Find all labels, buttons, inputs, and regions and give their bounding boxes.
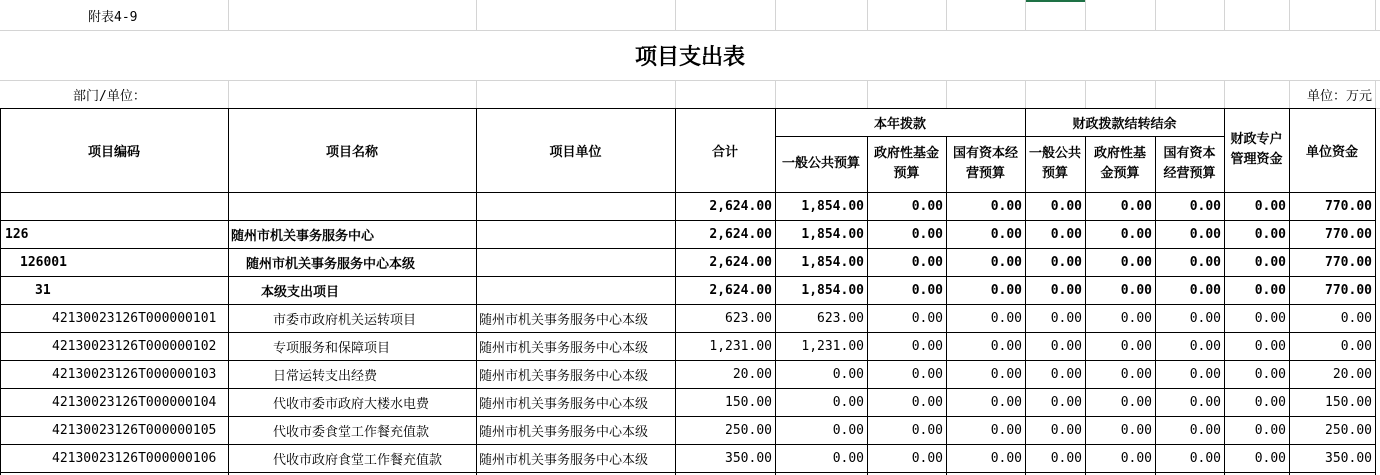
cell-unit-funds[interactable]: 150.00 bbox=[1325, 394, 1372, 410]
cell-project-unit[interactable] bbox=[476, 248, 675, 276]
cell-general-budget[interactable]: 1,854.00 bbox=[801, 282, 864, 298]
cell-project-unit[interactable] bbox=[476, 192, 675, 220]
cell-carry-gov-fund[interactable]: 0.00 bbox=[1120, 422, 1152, 438]
cell-gov-fund-budget[interactable]: 0.00 bbox=[911, 226, 943, 242]
department-label[interactable]: 部门/单位： bbox=[73, 88, 146, 104]
cell-project-code[interactable] bbox=[0, 192, 228, 220]
cell-project-unit[interactable] bbox=[476, 220, 675, 248]
cell-carry-general[interactable]: 0.00 bbox=[1050, 282, 1082, 298]
table-border bbox=[1155, 136, 1156, 475]
table-border bbox=[1289, 108, 1290, 475]
sheet-gridline bbox=[675, 0, 676, 30]
unit-label[interactable]: 单位：万元 bbox=[1306, 88, 1372, 104]
cell-total[interactable]: 350.00 bbox=[725, 450, 772, 466]
cell-gov-fund-budget[interactable]: 0.00 bbox=[911, 366, 943, 382]
sheet-gridline bbox=[867, 0, 868, 30]
cell-special-account[interactable]: 0.00 bbox=[1254, 366, 1286, 382]
sheet-gridline bbox=[1224, 0, 1225, 30]
active-cell-indicator bbox=[1025, 0, 1085, 2]
cell-state-capital-budget[interactable]: 0.00 bbox=[990, 254, 1022, 270]
cell-general-budget[interactable]: 0.00 bbox=[832, 366, 864, 382]
cell-special-account[interactable]: 0.00 bbox=[1254, 310, 1286, 326]
table-border bbox=[675, 108, 676, 475]
sheet-gridline bbox=[775, 0, 776, 30]
cell-state-capital-budget[interactable]: 0.00 bbox=[990, 310, 1022, 326]
header-carryover-group[interactable]: 财政拨款结转结余 bbox=[1072, 116, 1177, 132]
sheet-gridline bbox=[867, 80, 868, 108]
cell-unit-funds[interactable]: 770.00 bbox=[1325, 254, 1372, 270]
cell-total[interactable]: 2,624.00 bbox=[709, 282, 772, 298]
table-border bbox=[0, 304, 1375, 305]
cell-unit-funds[interactable]: 350.00 bbox=[1325, 450, 1372, 466]
sheet-gridline bbox=[1289, 80, 1290, 108]
cell-carry-state-capital[interactable]: 0.00 bbox=[1189, 338, 1221, 354]
cell-project-unit[interactable]: 随州市机关事务服务中心本级 bbox=[479, 340, 649, 356]
table-border bbox=[1224, 108, 1225, 475]
cell-unit-funds[interactable]: 0.00 bbox=[1340, 338, 1372, 354]
cell-project-code[interactable]: 42130023126T000000105 bbox=[52, 422, 217, 438]
cell-special-account[interactable]: 0.00 bbox=[1254, 226, 1286, 242]
cell-carry-general[interactable]: 0.00 bbox=[1050, 394, 1082, 410]
cell-carry-general[interactable]: 0.00 bbox=[1050, 310, 1082, 326]
cell-state-capital-budget[interactable]: 0.00 bbox=[990, 422, 1022, 438]
table-border bbox=[775, 108, 776, 475]
cell-project-code[interactable]: 126 bbox=[5, 226, 29, 242]
table-border bbox=[228, 108, 229, 475]
table-border bbox=[1025, 108, 1026, 475]
cell-state-capital-budget[interactable]: 0.00 bbox=[990, 394, 1022, 410]
cell-state-capital-budget[interactable]: 0.00 bbox=[990, 366, 1022, 382]
cell-total[interactable]: 2,624.00 bbox=[709, 198, 772, 214]
cell-total[interactable]: 250.00 bbox=[725, 422, 772, 438]
sheet-gridline bbox=[228, 0, 229, 30]
cell-gov-fund-budget[interactable]: 0.00 bbox=[911, 254, 943, 270]
cell-carry-state-capital[interactable]: 0.00 bbox=[1189, 254, 1221, 270]
cell-project-code[interactable]: 126001 bbox=[20, 254, 67, 270]
header-gov-fund-budget[interactable]: 政府性基金预算 bbox=[873, 146, 939, 181]
cell-special-account[interactable]: 0.00 bbox=[1254, 198, 1286, 214]
sheet-gridline bbox=[1155, 80, 1156, 108]
cell-general-budget[interactable]: 1,854.00 bbox=[801, 226, 864, 242]
cell-special-account[interactable]: 0.00 bbox=[1254, 254, 1286, 270]
cell-project-unit[interactable]: 随州市机关事务服务中心本级 bbox=[479, 396, 649, 412]
cell-carry-general[interactable]: 0.00 bbox=[1050, 254, 1082, 270]
sheet-gridline bbox=[1375, 0, 1376, 30]
cell-gov-fund-budget[interactable]: 0.00 bbox=[911, 338, 943, 354]
cell-total[interactable]: 2,624.00 bbox=[709, 254, 772, 270]
table-border bbox=[946, 136, 947, 475]
cell-carry-general[interactable]: 0.00 bbox=[1050, 198, 1082, 214]
cell-project-unit[interactable]: 随州市机关事务服务中心本级 bbox=[479, 424, 649, 440]
cell-carry-state-capital[interactable]: 0.00 bbox=[1189, 450, 1221, 466]
cell-carry-general[interactable]: 0.00 bbox=[1050, 338, 1082, 354]
cell-carry-state-capital[interactable]: 0.00 bbox=[1189, 366, 1221, 382]
cell-carry-gov-fund[interactable]: 0.00 bbox=[1120, 254, 1152, 270]
sheet-gridline bbox=[228, 80, 229, 108]
table-border bbox=[0, 360, 1375, 361]
cell-gov-fund-budget[interactable]: 0.00 bbox=[911, 450, 943, 466]
cell-project-code[interactable]: 42130023126T000000104 bbox=[52, 394, 217, 410]
cell-gov-fund-budget[interactable]: 0.00 bbox=[911, 310, 943, 326]
cell-special-account[interactable]: 0.00 bbox=[1254, 394, 1286, 410]
cell-project-name[interactable]: 专项服务和保障项目 bbox=[273, 340, 391, 356]
cell-project-name[interactable]: 随州市机关事务服务中心本级 bbox=[246, 256, 416, 272]
table-border bbox=[0, 192, 1375, 193]
cell-project-name[interactable]: 日常运转支出经费 bbox=[273, 368, 378, 384]
cell-project-name[interactable]: 本级支出项目 bbox=[261, 284, 340, 300]
cell-carry-gov-fund[interactable]: 0.00 bbox=[1120, 338, 1152, 354]
cell-general-budget[interactable]: 0.00 bbox=[832, 394, 864, 410]
sheet-gridline bbox=[1224, 80, 1225, 108]
cell-project-unit[interactable]: 随州市机关事务服务中心本级 bbox=[479, 312, 649, 328]
cell-general-budget[interactable]: 623.00 bbox=[817, 310, 864, 326]
cell-carry-general[interactable]: 0.00 bbox=[1050, 422, 1082, 438]
cell-unit-funds[interactable]: 0.00 bbox=[1340, 310, 1372, 326]
table-border bbox=[1375, 108, 1376, 475]
cell-gov-fund-budget[interactable]: 0.00 bbox=[911, 394, 943, 410]
sheet-gridline bbox=[476, 0, 477, 30]
header-unit-funds[interactable]: 单位资金 bbox=[1305, 144, 1358, 160]
cell-carry-general[interactable]: 0.00 bbox=[1050, 450, 1082, 466]
cell-carry-gov-fund[interactable]: 0.00 bbox=[1120, 394, 1152, 410]
cell-carry-state-capital[interactable]: 0.00 bbox=[1189, 394, 1221, 410]
cell-project-code[interactable]: 31 bbox=[35, 282, 51, 298]
sheet-gridline bbox=[1289, 0, 1290, 30]
cell-project-name[interactable] bbox=[228, 192, 476, 220]
cell-carry-gov-fund[interactable]: 0.00 bbox=[1120, 310, 1152, 326]
cell-state-capital-budget[interactable]: 0.00 bbox=[990, 282, 1022, 298]
cell-unit-funds[interactable]: 770.00 bbox=[1325, 226, 1372, 242]
table-border bbox=[0, 332, 1375, 333]
table-border bbox=[867, 136, 868, 475]
header-project-name[interactable]: 项目名称 bbox=[325, 144, 378, 160]
cell-special-account[interactable]: 0.00 bbox=[1254, 338, 1286, 354]
table-border bbox=[1085, 136, 1086, 475]
header-carry-gov-fund[interactable]: 政府性基金预算 bbox=[1093, 146, 1146, 181]
sheet-gridline bbox=[1085, 80, 1086, 108]
sheet-gridline bbox=[1085, 0, 1086, 30]
cell-special-account[interactable]: 0.00 bbox=[1254, 282, 1286, 298]
cell-total[interactable]: 1,231.00 bbox=[709, 338, 772, 354]
cell-unit-funds[interactable]: 770.00 bbox=[1325, 282, 1372, 298]
sheet-gridline bbox=[0, 30, 1380, 31]
page-title[interactable]: 项目支出表 bbox=[634, 44, 745, 70]
header-carry-state-capital[interactable]: 国有资本经营预算 bbox=[1163, 146, 1216, 181]
cell-general-budget[interactable]: 0.00 bbox=[832, 422, 864, 438]
cell-project-unit[interactable]: 随州市机关事务服务中心本级 bbox=[479, 368, 649, 384]
cell-total[interactable]: 623.00 bbox=[725, 310, 772, 326]
cell-carry-state-capital[interactable]: 0.00 bbox=[1189, 226, 1221, 242]
sheet-gridline bbox=[675, 80, 676, 108]
cell-total[interactable]: 20.00 bbox=[732, 366, 772, 382]
cell-project-code[interactable]: 42130023126T000000101 bbox=[52, 310, 217, 326]
header-special-account[interactable]: 财政专户管理资金 bbox=[1230, 132, 1283, 167]
table-border bbox=[0, 248, 1375, 249]
annex-label[interactable]: 附表4-9 bbox=[88, 9, 138, 25]
cell-general-budget[interactable]: 0.00 bbox=[832, 450, 864, 466]
cell-state-capital-budget[interactable]: 0.00 bbox=[990, 226, 1022, 242]
cell-gov-fund-budget[interactable]: 0.00 bbox=[911, 282, 943, 298]
table-border bbox=[0, 444, 1375, 445]
cell-carry-state-capital[interactable]: 0.00 bbox=[1189, 422, 1221, 438]
cell-project-name[interactable]: 代收市政府食堂工作餐充值款 bbox=[273, 452, 443, 468]
cell-carry-state-capital[interactable]: 0.00 bbox=[1189, 282, 1221, 298]
cell-project-name[interactable]: 代收市委市政府大楼水电费 bbox=[273, 396, 430, 412]
table-border bbox=[0, 108, 1375, 109]
table-border bbox=[476, 108, 477, 475]
sheet-gridline bbox=[0, 80, 1380, 81]
table-border bbox=[0, 220, 1375, 221]
sheet-gridline bbox=[1375, 80, 1376, 108]
cell-project-code[interactable]: 42130023126T000000103 bbox=[52, 366, 217, 382]
header-state-capital-budget[interactable]: 国有资本经营预算 bbox=[952, 146, 1018, 181]
cell-project-unit[interactable]: 随州市机关事务服务中心本级 bbox=[479, 452, 649, 468]
cell-general-budget[interactable]: 1,854.00 bbox=[801, 254, 864, 270]
table-border bbox=[0, 388, 1375, 389]
header-total[interactable]: 合计 bbox=[711, 144, 738, 160]
cell-state-capital-budget[interactable]: 0.00 bbox=[990, 450, 1022, 466]
cell-state-capital-budget[interactable]: 0.00 bbox=[990, 198, 1022, 214]
cell-unit-funds[interactable]: 770.00 bbox=[1325, 198, 1372, 214]
table-border bbox=[0, 276, 1375, 277]
cell-project-unit[interactable] bbox=[476, 276, 675, 304]
cell-state-capital-budget[interactable]: 0.00 bbox=[990, 338, 1022, 354]
cell-unit-funds[interactable]: 250.00 bbox=[1325, 422, 1372, 438]
cell-total[interactable]: 150.00 bbox=[725, 394, 772, 410]
sheet-gridline bbox=[775, 80, 776, 108]
table-border bbox=[775, 136, 1224, 137]
sheet-gridline bbox=[1155, 0, 1156, 30]
cell-carry-gov-fund[interactable]: 0.00 bbox=[1120, 282, 1152, 298]
cell-total[interactable]: 2,624.00 bbox=[709, 226, 772, 242]
cell-carry-state-capital[interactable]: 0.00 bbox=[1189, 198, 1221, 214]
cell-project-code[interactable]: 42130023126T000000102 bbox=[52, 338, 217, 354]
cell-carry-gov-fund[interactable]: 0.00 bbox=[1120, 366, 1152, 382]
sheet-gridline bbox=[476, 80, 477, 108]
header-project-unit[interactable]: 项目单位 bbox=[549, 144, 602, 160]
cell-carry-gov-fund[interactable]: 0.00 bbox=[1120, 226, 1152, 242]
cell-carry-gov-fund[interactable]: 0.00 bbox=[1120, 198, 1152, 214]
cell-carry-general[interactable]: 0.00 bbox=[1050, 226, 1082, 242]
sheet-gridline bbox=[946, 80, 947, 108]
cell-general-budget[interactable]: 1,231.00 bbox=[801, 338, 864, 354]
cell-carry-general[interactable]: 0.00 bbox=[1050, 366, 1082, 382]
cell-gov-fund-budget[interactable]: 0.00 bbox=[911, 422, 943, 438]
cell-unit-funds[interactable]: 20.00 bbox=[1332, 366, 1372, 382]
sheet-gridline bbox=[1025, 80, 1026, 108]
header-general-budget[interactable]: 一般公共预算 bbox=[781, 156, 860, 171]
header-current-year-group[interactable]: 本年拨款 bbox=[873, 116, 926, 132]
cell-special-account[interactable]: 0.00 bbox=[1254, 450, 1286, 466]
cell-carry-gov-fund[interactable]: 0.00 bbox=[1120, 450, 1152, 466]
header-carry-general[interactable]: 一般公共预算 bbox=[1028, 146, 1081, 181]
cell-gov-fund-budget[interactable]: 0.00 bbox=[911, 198, 943, 214]
table-border bbox=[0, 416, 1375, 417]
cell-general-budget[interactable]: 1,854.00 bbox=[801, 198, 864, 214]
cell-carry-state-capital[interactable]: 0.00 bbox=[1189, 310, 1221, 326]
table-border bbox=[0, 472, 1375, 473]
table-border bbox=[0, 108, 1, 475]
cell-special-account[interactable]: 0.00 bbox=[1254, 422, 1286, 438]
header-project-code[interactable]: 项目编码 bbox=[87, 144, 140, 160]
cell-project-code[interactable]: 42130023126T000000106 bbox=[52, 450, 217, 466]
sheet-gridline bbox=[1025, 0, 1026, 30]
sheet-gridline bbox=[946, 0, 947, 30]
cell-project-name[interactable]: 市委市政府机关运转项目 bbox=[273, 312, 417, 328]
cell-project-name[interactable]: 代收市委食堂工作餐充值款 bbox=[273, 424, 430, 440]
cell-project-name[interactable]: 随州市机关事务服务中心 bbox=[231, 228, 375, 244]
